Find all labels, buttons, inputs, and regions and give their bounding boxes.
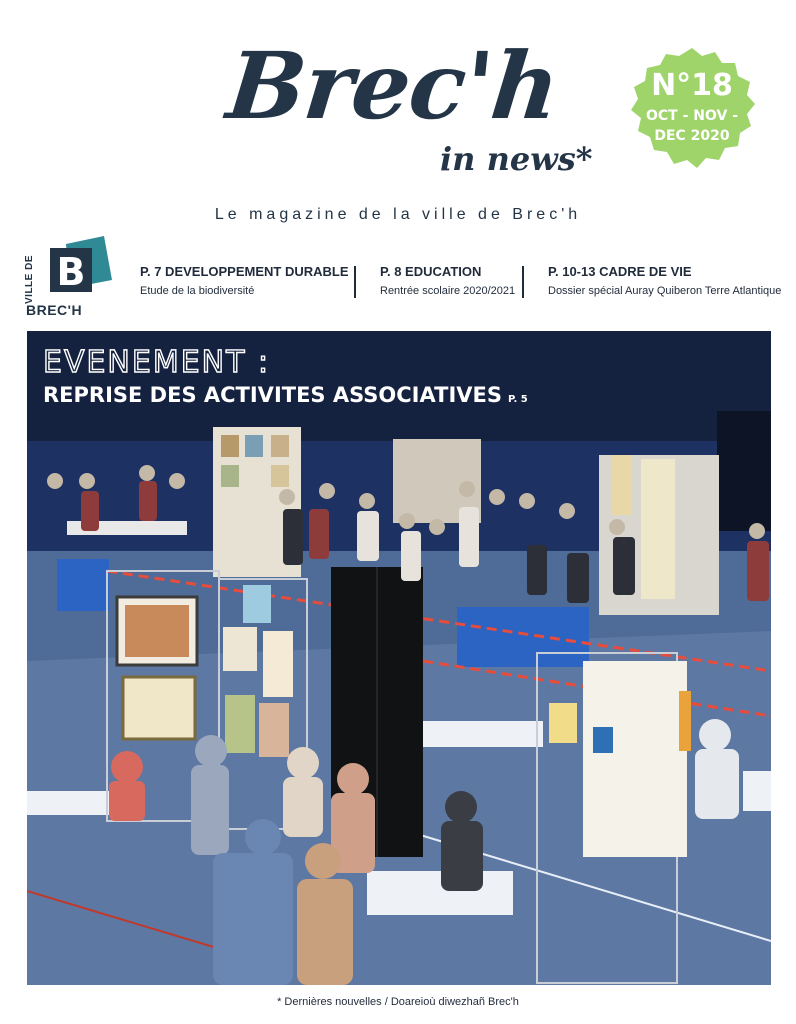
issue-badge — [628, 46, 756, 174]
teaser-heading: P. 10-13 CADRE DE VIE — [548, 264, 692, 279]
exhibition-hall-illustration — [27, 331, 771, 985]
teaser-biodiversity[interactable] — [140, 264, 349, 297]
tagline: Le magazine de la ville de Brec'h — [214, 206, 582, 223]
teaser-subheading: Etude de la biodiversité — [140, 285, 255, 297]
divider — [354, 266, 356, 298]
cover-event-label: EVENEMENT : — [43, 345, 271, 380]
divider — [522, 266, 524, 298]
cover-photo — [27, 331, 771, 985]
logo-b-icon — [36, 236, 126, 306]
magazine-subtitle: in news* — [440, 140, 593, 178]
teaser-subheading: Rentrée scolaire 2020/2021 — [380, 285, 516, 297]
cover-page-ref: P. 5 — [507, 394, 528, 405]
teaser-heading: P. 7 DEVELOPPEMENT DURABLE — [140, 264, 349, 279]
svg-text:B: B — [56, 250, 86, 294]
logo-vertical-text: VILLE DE — [24, 254, 35, 304]
issue-number: N°18 — [651, 68, 733, 103]
cover-headline[interactable] — [43, 383, 528, 407]
teaser-cadre-de-vie[interactable] — [548, 264, 781, 297]
city-logo[interactable] — [24, 236, 114, 320]
footnote: * Dernières nouvelles / Doareioù diwezhañ Brec'h — [277, 996, 519, 1008]
teaser-education[interactable] — [380, 264, 515, 297]
issue-date-line1: OCT - NOV - — [645, 108, 739, 124]
logo-city-name: BREC'H — [26, 302, 83, 318]
section-teasers — [130, 264, 780, 304]
issue-date-line2: DEC 2020 — [654, 128, 730, 144]
magazine-title: Brec'h — [222, 32, 564, 140]
cover-headline-text: REPRISE DES ACTIVITES ASSOCIATIVES — [43, 383, 502, 407]
masthead — [0, 0, 796, 200]
teaser-heading: P. 8 EDUCATION — [380, 264, 482, 279]
teaser-subheading: Dossier spécial Auray Quiberon Terre Atlantique — [548, 285, 782, 297]
